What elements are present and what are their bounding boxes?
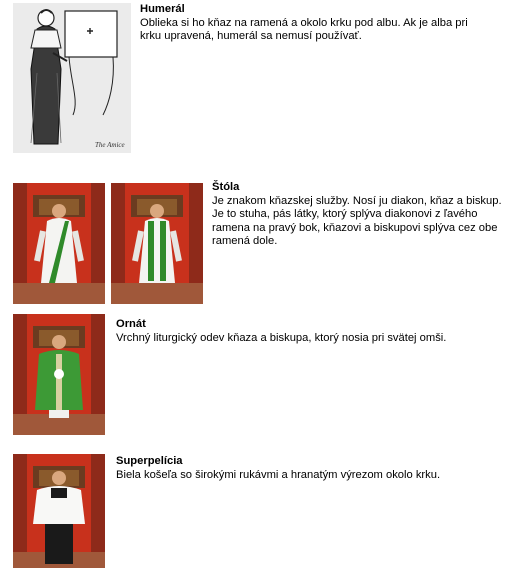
deacon-stole-photo: [13, 183, 105, 304]
humeral-title: Humerál: [140, 3, 185, 15]
ornat-title: Ornát: [116, 318, 146, 330]
stola-entry: [212, 181, 502, 249]
humeral-description: Oblieka si ho kňaz na ramená a okolo krku pod albu. Ak je alba pri krku upravená, humerál sa nemusí používať.: [140, 16, 468, 43]
superpelicia-title: Superpelícia: [116, 455, 183, 467]
superpelicia-description: Biela košeľa so širokými rukávmi a hranatým výrezom okolo krku.: [116, 468, 441, 481]
amice-illustration: [13, 3, 131, 153]
amice-caption: The Amice: [95, 141, 125, 149]
stola-title: Štóla: [212, 181, 240, 193]
chasuble-photo: [13, 314, 105, 435]
ornat-entry: [116, 318, 496, 345]
humeral-entry: [140, 3, 470, 44]
surplice-photo: [13, 454, 105, 568]
ornat-description: Vrchný liturgický odev kňaza a biskupa, ktorý nosia pri svätej omši.: [116, 331, 447, 344]
priest-stole-photo: [111, 183, 203, 304]
superpelicia-entry: [116, 455, 496, 482]
stola-description: Je znakom kňazskej služby. Nosí ju diakon, kňaz a biskup. Je to stuha, pás látky, ktorý splýva diakonovi z ľavého ramena na pravý bok, kňazovi a biskupovi splýva cez obe ramená dole.: [212, 194, 502, 248]
